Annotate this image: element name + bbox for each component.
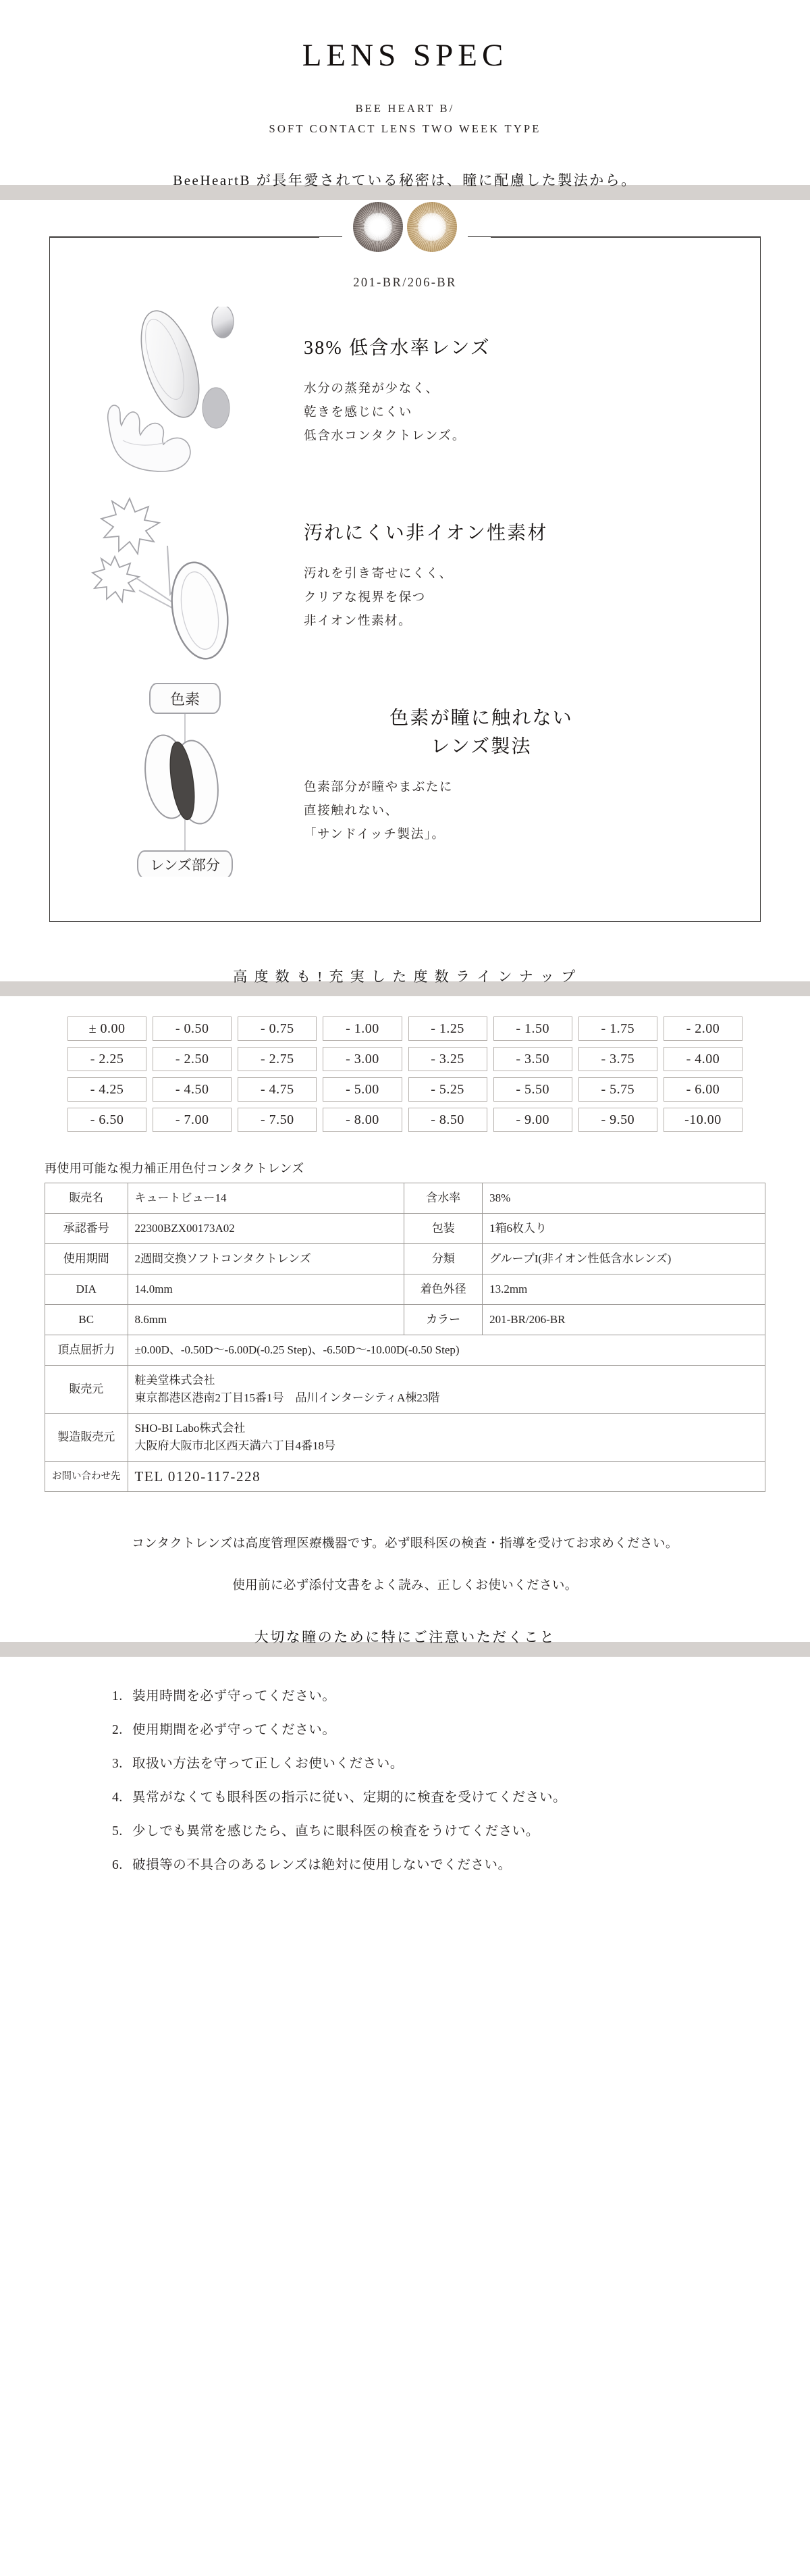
table-row-seller bbox=[45, 1366, 765, 1414]
maker-company: SHO-BI Labo株式会社 bbox=[134, 1422, 246, 1435]
spec-value2: 13.2mm bbox=[483, 1274, 765, 1305]
power-cell[interactable]: - 7.00 bbox=[153, 1108, 232, 1132]
spec-label-contact: お問い合わせ先 bbox=[45, 1462, 128, 1492]
spec-label: 販売名 bbox=[45, 1183, 128, 1214]
feature-desc-2-line-1: 汚れを引き寄せにくく、 bbox=[304, 567, 453, 581]
table-row bbox=[45, 1214, 765, 1244]
spec-value2: 38% bbox=[483, 1183, 765, 1214]
spec-value2: グループI(非イオン性低含水レンズ) bbox=[483, 1244, 765, 1274]
spec-value: キュートビュー14 bbox=[128, 1183, 404, 1214]
power-cell[interactable]: - 9.50 bbox=[578, 1108, 657, 1132]
list-item bbox=[68, 1680, 742, 1714]
feature-desc-3-line-1: 色素部分が瞳やまぶたに bbox=[304, 780, 454, 794]
feature-heading-2: 汚れにくい非イオン性素材 bbox=[304, 522, 548, 544]
spec-label-power: 頂点屈折力 bbox=[45, 1335, 128, 1366]
lens-swatch-201br-icon bbox=[353, 202, 403, 252]
power-cell[interactable]: ± 0.00 bbox=[68, 1016, 146, 1041]
banner-secret-text: BeeHeartB が長年愛されている秘密は、瞳に配慮した製法から。 bbox=[173, 172, 637, 188]
subtitle-line-2: SOFT CONTACT LENS TWO WEEK TYPE bbox=[269, 122, 541, 135]
feature-desc-2-line-2: クリアな視界を保つ bbox=[304, 590, 426, 604]
spec-label: 使用期間 bbox=[45, 1244, 128, 1274]
table-row-power bbox=[45, 1335, 765, 1366]
feature-desc-2 bbox=[304, 563, 740, 634]
precaution-number: 5. bbox=[112, 1824, 123, 1838]
notice-block bbox=[0, 1523, 810, 1607]
feature-desc-3 bbox=[304, 776, 740, 847]
power-cell[interactable]: - 8.50 bbox=[408, 1108, 487, 1132]
power-cell[interactable]: - 8.00 bbox=[323, 1108, 402, 1132]
power-cell[interactable]: - 3.50 bbox=[493, 1047, 572, 1071]
power-cell[interactable]: - 4.50 bbox=[153, 1077, 232, 1102]
spec-value2: 1箱6枚入り bbox=[483, 1214, 765, 1244]
feature-heading-1: 38% 低含水率レンズ bbox=[304, 337, 491, 359]
power-cell[interactable]: - 5.75 bbox=[578, 1077, 657, 1102]
seller-address: 東京都港区港南2丁目15番1号 品川インターシティA棟23階 bbox=[134, 1391, 440, 1404]
feature-desc-3-line-3: 「サンドイッチ製法」。 bbox=[304, 827, 446, 842]
dirt-repel-lens-icon bbox=[84, 492, 286, 661]
spec-table bbox=[45, 1183, 765, 1492]
power-cell[interactable]: - 4.00 bbox=[664, 1047, 742, 1071]
power-cell[interactable]: - 2.00 bbox=[664, 1016, 742, 1041]
list-item bbox=[68, 1714, 742, 1747]
feature-art-1 bbox=[70, 307, 300, 475]
power-cell[interactable]: - 0.50 bbox=[153, 1016, 232, 1041]
spec-value2: 201-BR/206-BR bbox=[483, 1305, 765, 1335]
precaution-list bbox=[68, 1680, 742, 1882]
power-cell[interactable]: - 5.00 bbox=[323, 1077, 402, 1102]
precaution-text: 装用時間を必ず守ってください。 bbox=[132, 1689, 336, 1703]
feature-desc-1 bbox=[304, 378, 740, 448]
spec-label2: カラー bbox=[404, 1305, 483, 1335]
spec-table-caption: 再使用可能な視力補正用色付コンタクトレンズ bbox=[45, 1162, 304, 1175]
precaution-number: 2. bbox=[112, 1723, 123, 1737]
power-cell[interactable]: - 3.75 bbox=[578, 1047, 657, 1071]
spec-label-maker: 製造販売元 bbox=[45, 1414, 128, 1462]
subtitle-line-1: BEE HEART B/ bbox=[355, 102, 455, 115]
power-cell[interactable]: - 6.00 bbox=[664, 1077, 742, 1102]
feature-copy-1 bbox=[300, 334, 740, 448]
banner-precautions bbox=[0, 1626, 810, 1657]
banner-secret bbox=[0, 169, 810, 200]
power-cell[interactable]: - 3.00 bbox=[323, 1047, 402, 1071]
feature-copy-3 bbox=[300, 704, 740, 847]
power-cell[interactable]: - 5.25 bbox=[408, 1077, 487, 1102]
precaution-text: 破損等の不具合のあるレンズは絶対に使用しないでください。 bbox=[132, 1858, 512, 1872]
power-cell[interactable]: - 6.50 bbox=[68, 1108, 146, 1132]
list-item bbox=[68, 1781, 742, 1815]
precaution-text: 少しでも異常を感じたら、直ちに眼科医の検査をうけてください。 bbox=[132, 1824, 540, 1838]
feature-desc-1-line-2: 乾きを感じにくい bbox=[304, 405, 412, 419]
precaution-number: 4. bbox=[112, 1791, 123, 1805]
spec-label-seller: 販売元 bbox=[45, 1366, 128, 1414]
power-cell[interactable]: - 2.25 bbox=[68, 1047, 146, 1071]
spec-value-seller bbox=[128, 1366, 765, 1414]
feature-row-sandwich bbox=[50, 673, 760, 915]
precaution-number: 1. bbox=[112, 1689, 123, 1703]
feature-row-water-content bbox=[50, 290, 760, 488]
feature-heading-3-line-2: レンズ製法 bbox=[431, 736, 532, 757]
list-item bbox=[68, 1747, 742, 1781]
spec-label2: 包装 bbox=[404, 1214, 483, 1244]
feature-row-non-ionic bbox=[50, 488, 760, 673]
power-grid bbox=[68, 1016, 742, 1132]
power-cell[interactable]: - 4.75 bbox=[238, 1077, 317, 1102]
sandwich-label-lens-part: レンズ部分 bbox=[150, 857, 220, 873]
spec-label2: 含水率 bbox=[404, 1183, 483, 1214]
power-cell[interactable]: - 2.50 bbox=[153, 1047, 232, 1071]
water-droplet-splash-lens-icon bbox=[84, 307, 286, 475]
power-cell[interactable]: -10.00 bbox=[664, 1108, 742, 1132]
power-cell[interactable]: - 1.50 bbox=[493, 1016, 572, 1041]
power-cell[interactable]: - 9.00 bbox=[493, 1108, 572, 1132]
power-cell[interactable]: - 1.00 bbox=[323, 1016, 402, 1041]
table-row bbox=[45, 1183, 765, 1214]
feature-art-2 bbox=[70, 492, 300, 661]
lens-swatch-206br-icon bbox=[407, 202, 457, 252]
spec-value: 14.0mm bbox=[128, 1274, 404, 1305]
spec-value: 8.6mm bbox=[128, 1305, 404, 1335]
power-cell[interactable]: - 0.75 bbox=[238, 1016, 317, 1041]
sandwich-label-pigment: 色素 bbox=[169, 691, 200, 708]
power-cell[interactable]: - 2.75 bbox=[238, 1047, 317, 1071]
lens-swatch-holder bbox=[342, 202, 468, 252]
contact-phone-number[interactable]: TEL 0120-117-228 bbox=[128, 1462, 765, 1492]
list-item bbox=[68, 1815, 742, 1849]
spec-value: 2週間交換ソフトコンタクトレンズ bbox=[128, 1244, 404, 1274]
table-row-maker bbox=[45, 1414, 765, 1462]
feature-heading-3 bbox=[304, 704, 740, 761]
feature-desc-3-line-2: 直接触れない、 bbox=[304, 804, 399, 818]
notice-line-2: 使用前に必ず添付文書をよく読み、正しくお使いください。 bbox=[232, 1579, 578, 1593]
precaution-number: 3. bbox=[112, 1757, 123, 1771]
banner-power-text: 高 度 数 も ! 充 実 し た 度 数 ラ イ ン ナ ッ プ bbox=[233, 969, 577, 985]
banner-precautions-text: 大切な瞳のために特にご注意いただくこと bbox=[254, 1629, 556, 1645]
power-cell[interactable]: - 1.75 bbox=[578, 1016, 657, 1041]
precaution-text: 異常がなくても眼科医の指示に従い、定期的に検査を受けてください。 bbox=[132, 1791, 567, 1805]
power-cell[interactable]: - 7.50 bbox=[238, 1108, 317, 1132]
power-cell[interactable]: - 4.25 bbox=[68, 1077, 146, 1102]
seller-company: 粧美堂株式会社 bbox=[134, 1374, 215, 1387]
spec-label: BC bbox=[45, 1305, 128, 1335]
swatch-rule-left bbox=[49, 237, 319, 238]
precaution-text: 取扱い方法を守って正しくお使いください。 bbox=[132, 1757, 404, 1771]
sandwich-method-diagram bbox=[84, 674, 286, 877]
table-row bbox=[45, 1244, 765, 1274]
table-row-contact bbox=[45, 1462, 765, 1492]
notice-line-1: コンタクトレンズは高度管理医療機器です。必ず眼科医の検査・指導を受けてお求めください。 bbox=[132, 1537, 678, 1551]
precaution-text: 使用期間を必ず守ってください。 bbox=[132, 1723, 336, 1737]
precaution-number: 6. bbox=[112, 1858, 123, 1872]
list-item bbox=[68, 1849, 742, 1882]
spec-label: DIA bbox=[45, 1274, 128, 1305]
spec-label: 承認番号 bbox=[45, 1214, 128, 1244]
swatch-rule-right bbox=[491, 237, 761, 238]
spec-value-maker bbox=[128, 1414, 765, 1462]
feature-desc-2-line-3: 非イオン性素材。 bbox=[304, 614, 412, 628]
subtitle-block bbox=[0, 99, 810, 139]
table-row bbox=[45, 1274, 765, 1305]
lens-swatch-row bbox=[50, 202, 760, 272]
feature-desc-1-line-3: 低含水コンタクトレンズ。 bbox=[304, 429, 466, 443]
power-cell[interactable]: - 1.25 bbox=[408, 1016, 487, 1041]
feature-heading-3-line-1: 色素が瞳に触れない bbox=[389, 707, 573, 729]
feature-desc-1-line-1: 水分の蒸発が少なく、 bbox=[304, 382, 439, 396]
banner-power-lineup bbox=[0, 965, 810, 996]
table-row bbox=[45, 1305, 765, 1335]
feature-copy-2 bbox=[300, 519, 740, 634]
page-title: LENS SPEC bbox=[302, 38, 508, 73]
power-cell[interactable]: - 3.25 bbox=[408, 1047, 487, 1071]
spec-label2: 分類 bbox=[404, 1244, 483, 1274]
feature-frame bbox=[49, 236, 761, 922]
lens-swatch-code: 201-BR/206-BR bbox=[353, 276, 457, 290]
spec-value: 22300BZX00173A02 bbox=[128, 1214, 404, 1244]
maker-address: 大阪府大阪市北区西天満六丁目4番18号 bbox=[134, 1439, 335, 1452]
feature-art-3 bbox=[70, 674, 300, 877]
spec-label2: 着色外径 bbox=[404, 1274, 483, 1305]
power-cell[interactable]: - 5.50 bbox=[493, 1077, 572, 1102]
spec-value-power: ±0.00D、-0.50D〜-6.00D(-0.25 Step)、-6.50D〜-10.00D(-0.50 Step) bbox=[128, 1335, 765, 1366]
